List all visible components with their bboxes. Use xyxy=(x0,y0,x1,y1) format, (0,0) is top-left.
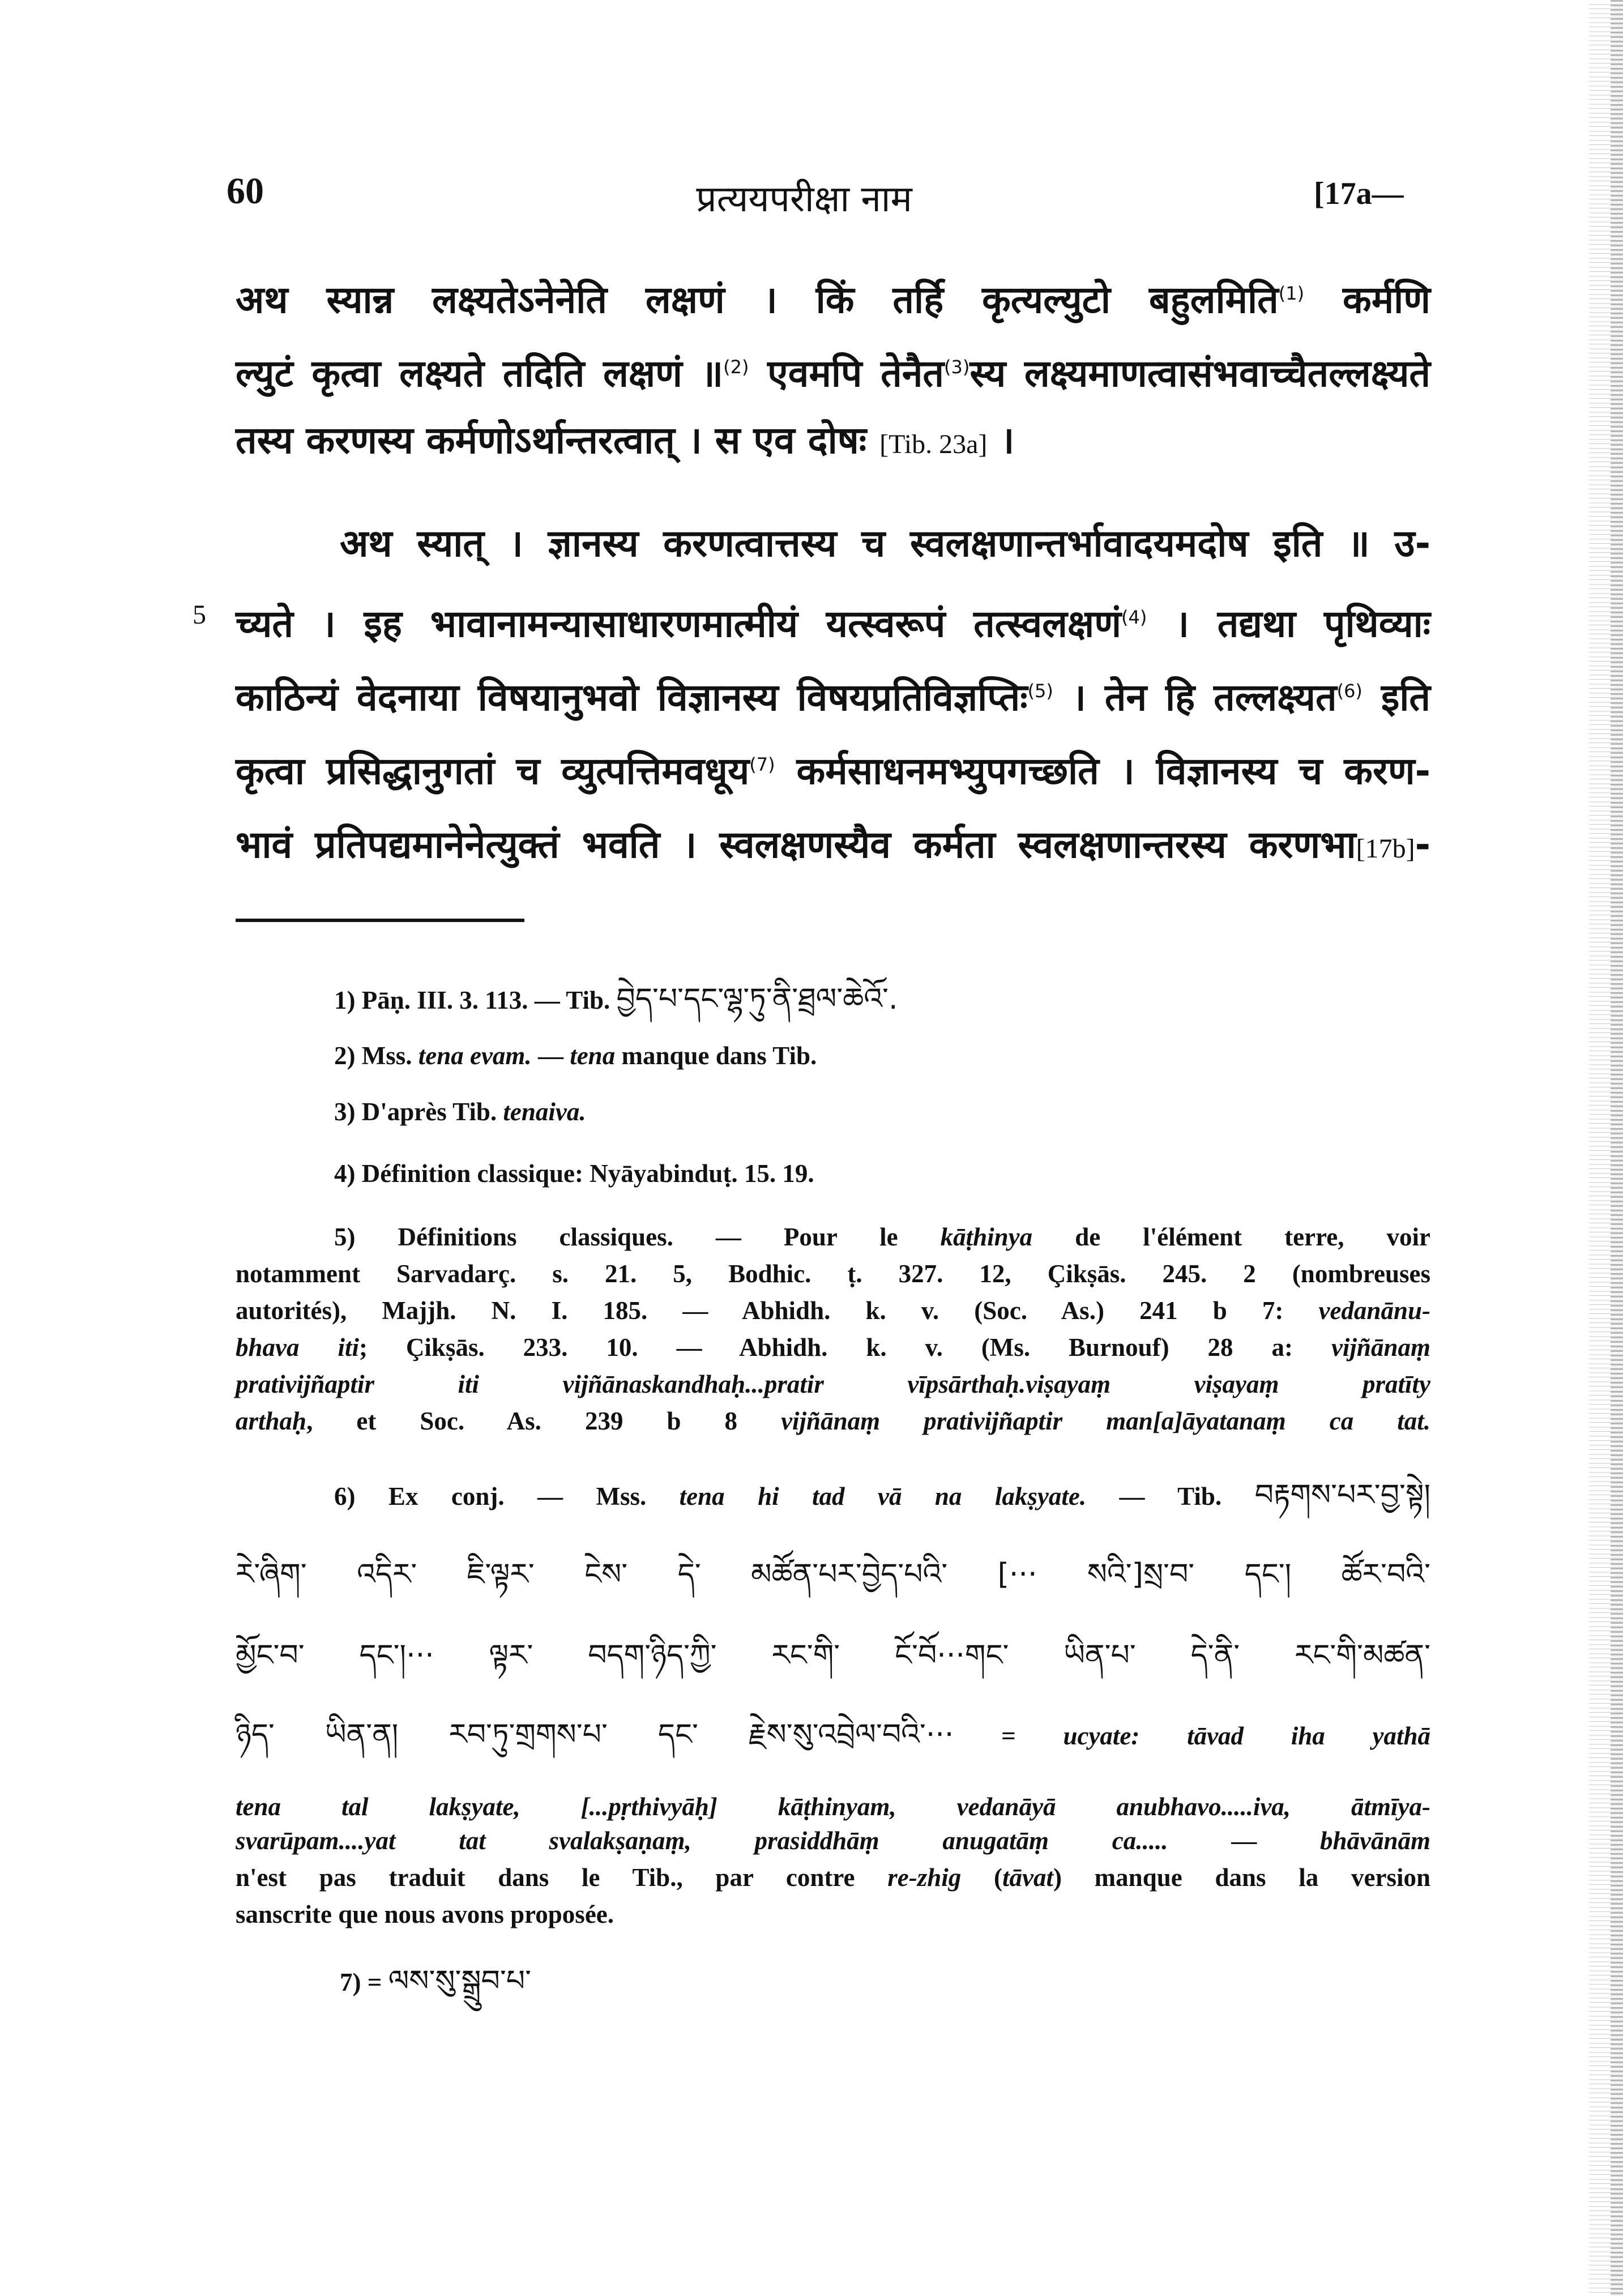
footnote-marker: (3) xyxy=(944,356,970,378)
text-segment: manque dans Tib. xyxy=(615,1042,817,1070)
footnote-6-line xyxy=(236,1825,1430,1857)
text-segment: tena tal lakṣyate, [...pṛthivyāḥ] kāṭhinyam, vedanāyā anubhavo.....iva, ātmīya- xyxy=(236,1793,1430,1821)
tibetan-text: བརྟགས་པར་བྱ་སྟེ། xyxy=(1254,1478,1431,1512)
text-segment: । तद्यथा पृथिव्याः xyxy=(1147,602,1431,646)
footnote-marker: (2) xyxy=(723,356,749,378)
text-segment: अथ स्यात् । ज्ञानस्य करणत्वात्तस्य च स्वलक्षणान्तर्भावादयमदोष इति ॥ उ- xyxy=(340,522,1430,565)
tibetan-text: ཉིད་ ཡིན་ན། རབ་ཏུ་གྲགས་པ་ དང་ རྗེས་སུ་འབྲེལ་བའི་··· xyxy=(236,1718,954,1752)
text-segment: अथ स्यान्न लक्ष्यतेऽनेनेति लक्षणं । किं तर्हि कृत्यल्युटो बहुलमिति xyxy=(236,278,1279,322)
text-segment: notamment Sarvadarç. s. 21. 5, Bodhic. ṭ. 327. 12, Çikṣās. 245. 2 (nombreuses xyxy=(236,1260,1430,1288)
text-segment: ल्युटं कृत्वा लक्ष्यते तदिति लक्षणं ॥ xyxy=(236,352,724,395)
text-segment: 7) = xyxy=(340,1968,388,1996)
text-segment: — Tib. xyxy=(1086,1482,1255,1510)
footnote-5-line xyxy=(236,1368,1430,1400)
text-segment: vedanānu- xyxy=(1318,1296,1430,1325)
text-segment: ucyate: tāvad iha yathā xyxy=(1063,1722,1430,1750)
main-line xyxy=(236,418,1430,467)
text-segment: tena xyxy=(570,1042,616,1070)
text-segment: 4) Définition classique: Nyāyabinduṭ. 15. 19. xyxy=(334,1159,814,1188)
footnote-6-line xyxy=(236,1898,1430,1930)
main-line xyxy=(236,271,1430,323)
text-segment: sanscrite que nous avons proposée. xyxy=(236,1900,614,1928)
footnote-marker: (1) xyxy=(1278,283,1305,304)
text-segment: । तेन हि तल्लक्ष्यत xyxy=(1053,676,1337,719)
footnote-7 xyxy=(340,1965,531,1998)
text-segment: — xyxy=(531,1042,570,1070)
text-segment: 5) Définitions classiques. — Pour le xyxy=(334,1223,941,1251)
text-segment: svarūpam....yat tat svalakṣaṇaṃ, prasiddhāṃ anugatāṃ ca..... xyxy=(236,1826,1168,1855)
text-segment: [Tib. 23a] xyxy=(879,429,988,459)
text-segment: prativijñaptir iti vijñānaskandhaḥ...pratir vīpsārthaḥ.viṣayaṃ viṣayaṃ pratīty xyxy=(236,1370,1430,1398)
tibetan-text: མྱོང་བ་ དང་།··· ལྟར་ བདག་ཉིད་ཀྱི་ རང་གི་ ངོ་བོ···གང་ ཡིན་པ་ དེ་ནི་ རང་གི་མཚན་ xyxy=(236,1638,1430,1672)
footnote-5-line xyxy=(236,1258,1430,1290)
tibetan-text: བྱེད་པ་དང་ལྷ་ཏུ་ནི་ཐྲལ་ཆེའོ་. xyxy=(616,982,898,1016)
main-line xyxy=(236,595,1430,647)
footnote-1 xyxy=(334,983,898,1016)
footnote-5-line xyxy=(236,1331,1430,1363)
text-segment: कृत्वा प्रसिद्धानुगतां च व्युत्पत्तिमवधूय xyxy=(236,749,750,793)
text-segment: vijñānaṃ xyxy=(1331,1333,1430,1362)
text-segment: tāvat xyxy=(1002,1863,1053,1892)
footnote-5-line xyxy=(236,1295,1430,1326)
text-segment: 6) Ex conj. — Mss. xyxy=(334,1482,680,1510)
footnote-divider xyxy=(236,919,524,922)
text-segment: arthaḥ xyxy=(236,1407,307,1435)
footnote-6-tibetan-line xyxy=(236,1559,1430,1591)
footnote-6-line xyxy=(334,1479,1430,1512)
text-segment: इति xyxy=(1362,676,1430,719)
footnote-5-line xyxy=(334,1221,1430,1253)
text-segment: tenaiva. xyxy=(503,1098,586,1126)
footnote-6-tibetan-line xyxy=(236,1719,1430,1752)
text-segment: तस्य करणस्य कर्मणोऽर्थान्तरत्वात् । स एव दोषः xyxy=(236,419,880,462)
text-segment: vijñānaṃ prativijñaptir man[a]āyatanaṃ ca tat. xyxy=(781,1407,1430,1435)
text-segment: de l'élément terre, voir xyxy=(1032,1223,1430,1251)
tibetan-text: ལས་སུ་སྒྲུབ་པ་ xyxy=(388,1964,531,1998)
text-segment: एवमपि तेनैत xyxy=(749,352,945,395)
page-number: 60 xyxy=(227,170,264,212)
footnote-6-line xyxy=(236,1791,1430,1823)
text-segment: । xyxy=(987,419,1015,462)
text-segment: स्य लक्ष्यमाणत्वासंभवाच्चैतल्लक्ष्यते xyxy=(969,352,1430,395)
tibetan-text: རེ་ཞིག་ འདིར་ ཇི་ལྟར་ ངེས་ དེ་ མཚོན་པར་བྱེད་པའི་ [··· སའི་]སྲ་བ་ དང་། ཚོར་བའི་ xyxy=(236,1557,1430,1591)
text-segment: ( xyxy=(961,1863,1002,1892)
footnote-marker: (5) xyxy=(1027,680,1053,702)
text-segment: ) manque dans la version xyxy=(1053,1863,1430,1892)
footnote-2 xyxy=(334,1040,817,1072)
text-segment: कर्मणि xyxy=(1304,278,1430,322)
text-segment: 2) Mss. xyxy=(334,1042,418,1070)
text-segment: autorités), Majjh. N. I. 185. — Abhidh. k. v. (Soc. As.) 241 b 7: xyxy=(236,1296,1319,1325)
main-line xyxy=(236,668,1430,720)
text-segment: = xyxy=(954,1722,1064,1750)
text-segment: bhāvānām xyxy=(1319,1826,1431,1855)
running-title: प्रत्ययपरीक्षा नाम xyxy=(696,178,912,220)
footnote-marker: (4) xyxy=(1121,607,1147,628)
text-segment: bhava iti xyxy=(236,1333,359,1362)
text-segment: 1) Pāṇ. III. 3. 113. — Tib. xyxy=(334,986,617,1014)
text-segment: [17b] xyxy=(1356,834,1415,864)
footnote-6-tibetan-line xyxy=(236,1640,1430,1672)
text-segment: n'est pas traduit dans le Tib., par contre xyxy=(236,1863,888,1892)
footnote-marker: (7) xyxy=(749,754,775,775)
text-segment: tena hi tad vā na lakṣyate. xyxy=(679,1482,1087,1510)
footnote-6-line xyxy=(236,1862,1430,1893)
text-segment: , et Soc. As. 239 b 8 xyxy=(306,1407,781,1435)
text-segment: - xyxy=(1415,823,1430,867)
text-segment: काठिन्यं वेदनाया विषयानुभवो विज्ञानस्य विषयप्रतिविज्ञप्तिः xyxy=(236,676,1028,719)
main-line xyxy=(236,822,1430,872)
text-segment: tena evam. xyxy=(418,1042,532,1070)
text-segment: च्यते । इह भावानामन्यासाधारणमात्मीयं यत्स्वरूपं तत्स्वलक्षणं xyxy=(236,602,1121,646)
footnote-4 xyxy=(334,1158,814,1189)
text-segment: kāṭhinya xyxy=(940,1223,1033,1251)
line-number: 5 xyxy=(193,600,206,630)
text-segment: कर्मसाधनमभ्युपगच्छति । विज्ञानस्य च करण- xyxy=(775,749,1430,793)
text-segment: re-zhig xyxy=(887,1863,962,1892)
folio-reference: [17a— xyxy=(1314,176,1404,211)
main-line xyxy=(236,742,1430,794)
main-line xyxy=(340,521,1430,566)
scan-edge-shadow xyxy=(1611,0,1623,2296)
footnote-marker: (6) xyxy=(1336,680,1363,702)
footnote-3 xyxy=(334,1096,586,1128)
text-segment: — xyxy=(1168,1826,1320,1855)
text-segment: भावं प्रतिपद्यमानेनेत्युक्तं भवति । स्वलक्षणस्यैव कर्मता स्वलक्षणान्तरस्य करणभा xyxy=(236,823,1356,867)
footnote-5-line xyxy=(236,1405,1430,1437)
text-segment: ; Çikṣās. 233. 10. — Abhidh. k. v. (Ms. Burnouf) 28 a: xyxy=(358,1333,1331,1362)
text-segment: 3) D'après Tib. xyxy=(334,1098,503,1126)
main-line xyxy=(236,344,1430,396)
